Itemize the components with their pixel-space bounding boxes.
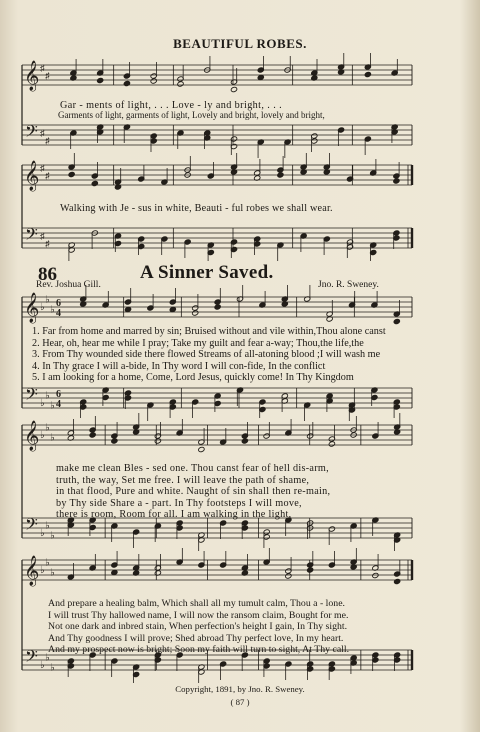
bass-clef: 𝄢 xyxy=(25,224,38,248)
flat-sign: ♭ xyxy=(40,430,45,441)
note-head xyxy=(230,86,237,92)
bass-clef: 𝄢 xyxy=(25,514,38,538)
flat-sign: ♭ xyxy=(50,567,55,579)
verse-line: And my prospect now is bright; Soon my faith will turn to sight, At Thy call. xyxy=(48,644,350,656)
note-head xyxy=(111,438,118,444)
note-head xyxy=(68,171,75,177)
flat-sign: ♭ xyxy=(40,398,45,409)
verse-block-b xyxy=(56,463,330,521)
verse-line: And prepare a healing balm, Which shall all my tumult calm, Thou a - lone. xyxy=(48,598,346,609)
sharp-sign: ♯ xyxy=(40,63,45,73)
time-signature: 6 xyxy=(56,298,61,309)
sharp-sign: ♯ xyxy=(40,128,45,138)
time-signature: 4 xyxy=(56,308,61,319)
treble-clef: 𝄞 xyxy=(24,421,40,451)
verse-line: 3. From Thy wounded side there flowed Streams of all-atoning blood ;I will wash me xyxy=(32,349,381,361)
verse-line: Not one dark and inbred stain, When perfection's height I gain, In Thy sight. xyxy=(48,621,348,633)
bass-clef: 𝄢 xyxy=(25,646,38,670)
note-head xyxy=(97,77,104,83)
note-head xyxy=(123,80,130,86)
verse-line: by Thy side Share a - part. In Thy footsteps I will move, xyxy=(56,497,302,509)
verse-line: 4. In Thy grace I will a-bide, In Thy word I will con-fide, In the conflict xyxy=(32,360,326,372)
bass-clef: 𝄢 xyxy=(25,121,38,145)
treble-clef: 𝄞 xyxy=(24,556,40,586)
time-signature: 6 xyxy=(56,389,61,400)
note-head xyxy=(393,318,400,324)
note-head xyxy=(393,178,400,184)
flat-sign: ♭ xyxy=(50,304,55,316)
verse-line: I will trust Thy hallowed name, I will now the ransom claim, Bought for me. xyxy=(48,609,349,621)
flat-sign: ♭ xyxy=(40,565,45,576)
flat-sign: ♭ xyxy=(50,662,55,674)
sharp-sign: ♯ xyxy=(45,170,50,181)
verse-block-c xyxy=(48,598,349,656)
note-head xyxy=(372,572,379,578)
time-signature: 4 xyxy=(56,399,61,410)
verse-block-a xyxy=(32,326,386,384)
previous-hymn-title: BEAUTIFUL ROBES. xyxy=(173,36,307,51)
page-number: ( 87 ) xyxy=(230,697,250,707)
note-head xyxy=(277,172,284,178)
note-head xyxy=(328,441,335,447)
flat-sign: ♭ xyxy=(50,400,55,412)
hymn-number: 86 xyxy=(38,264,57,285)
verse-line: And Thy goodness I will prove; Shed abroad Thy perfect love, In my heart. xyxy=(48,632,344,644)
sharp-sign: ♯ xyxy=(40,231,45,241)
chorus-lyric-line-1: Gar - ments of light, . . . Love - ly and bright, . . . xyxy=(60,100,283,111)
chorus-lyric-line-2: Walking with Je - sus in white, Beauti - ful robes we shall wear. xyxy=(60,203,333,214)
verse-line: 5. I am looking for a home, Come, Lord Jesus, quickly come! In Thy Kingdom xyxy=(32,372,354,384)
note-head xyxy=(89,432,96,438)
note-head xyxy=(198,446,205,452)
note-head xyxy=(364,71,371,77)
copyright-notice: Copyright, 1891, by Jno. R. Sweney. xyxy=(175,684,305,694)
lyricist-credit: Rev. Joshua Gill. xyxy=(36,280,101,290)
verse-line: in that flood, Pure and white. Naught of sin shall then re-main, xyxy=(56,486,331,498)
verse-line: truth, the way, Set me free. I will leave the path of shame, xyxy=(56,474,310,486)
note-head xyxy=(192,310,199,316)
flat-sign: ♭ xyxy=(45,652,50,664)
note-head xyxy=(150,78,157,84)
note-head xyxy=(285,573,292,579)
flat-sign: ♭ xyxy=(50,530,55,542)
sharp-sign: ♯ xyxy=(40,163,45,173)
treble-clef: 𝄞 xyxy=(24,161,40,191)
flat-sign: ♭ xyxy=(45,557,50,569)
sharp-sign: ♯ xyxy=(45,238,50,249)
treble-clef: 𝄞 xyxy=(24,293,40,323)
sharp-sign: ♯ xyxy=(45,70,50,81)
note-head xyxy=(91,180,98,186)
note-head xyxy=(241,438,248,444)
verse-line: there is room, Room for all. I am walking in the light, xyxy=(56,509,292,521)
flat-sign: ♭ xyxy=(45,294,50,306)
flat-sign: ♭ xyxy=(40,302,45,313)
chorus-lyric-line-1-lower: Garments of light, garments of light, Lovely and bright, lovely and bright, xyxy=(58,110,325,120)
flat-sign: ♭ xyxy=(45,520,50,532)
flat-sign: ♭ xyxy=(40,528,45,539)
hymn-title: A Sinner Saved. xyxy=(140,262,274,283)
flat-sign: ♭ xyxy=(45,422,50,434)
bass-clef: 𝄢 xyxy=(25,384,38,408)
note-head xyxy=(154,438,161,444)
note-head xyxy=(307,567,314,573)
flat-sign: ♭ xyxy=(50,432,55,444)
verse-line: make me clean Bles - sed one. Thou canst fear of hell dis-arm, xyxy=(56,463,330,474)
verse-line: 2. Hear, oh, hear me while I pray; Take my guilt and fear a-way; Thou,the life,the xyxy=(32,337,364,349)
note-head xyxy=(394,578,401,584)
verse-line: 1. Far from home and marred by sin; Bruised without and vile within,Thou alone canst xyxy=(32,326,386,337)
treble-clef: 𝄞 xyxy=(24,61,40,91)
flat-sign: ♭ xyxy=(40,660,45,671)
composer-credit: Jno. R. Sweney. xyxy=(318,280,379,290)
note-head xyxy=(177,81,184,87)
flat-sign: ♭ xyxy=(45,390,50,402)
note-head xyxy=(214,304,221,310)
sharp-sign: ♯ xyxy=(45,135,50,146)
